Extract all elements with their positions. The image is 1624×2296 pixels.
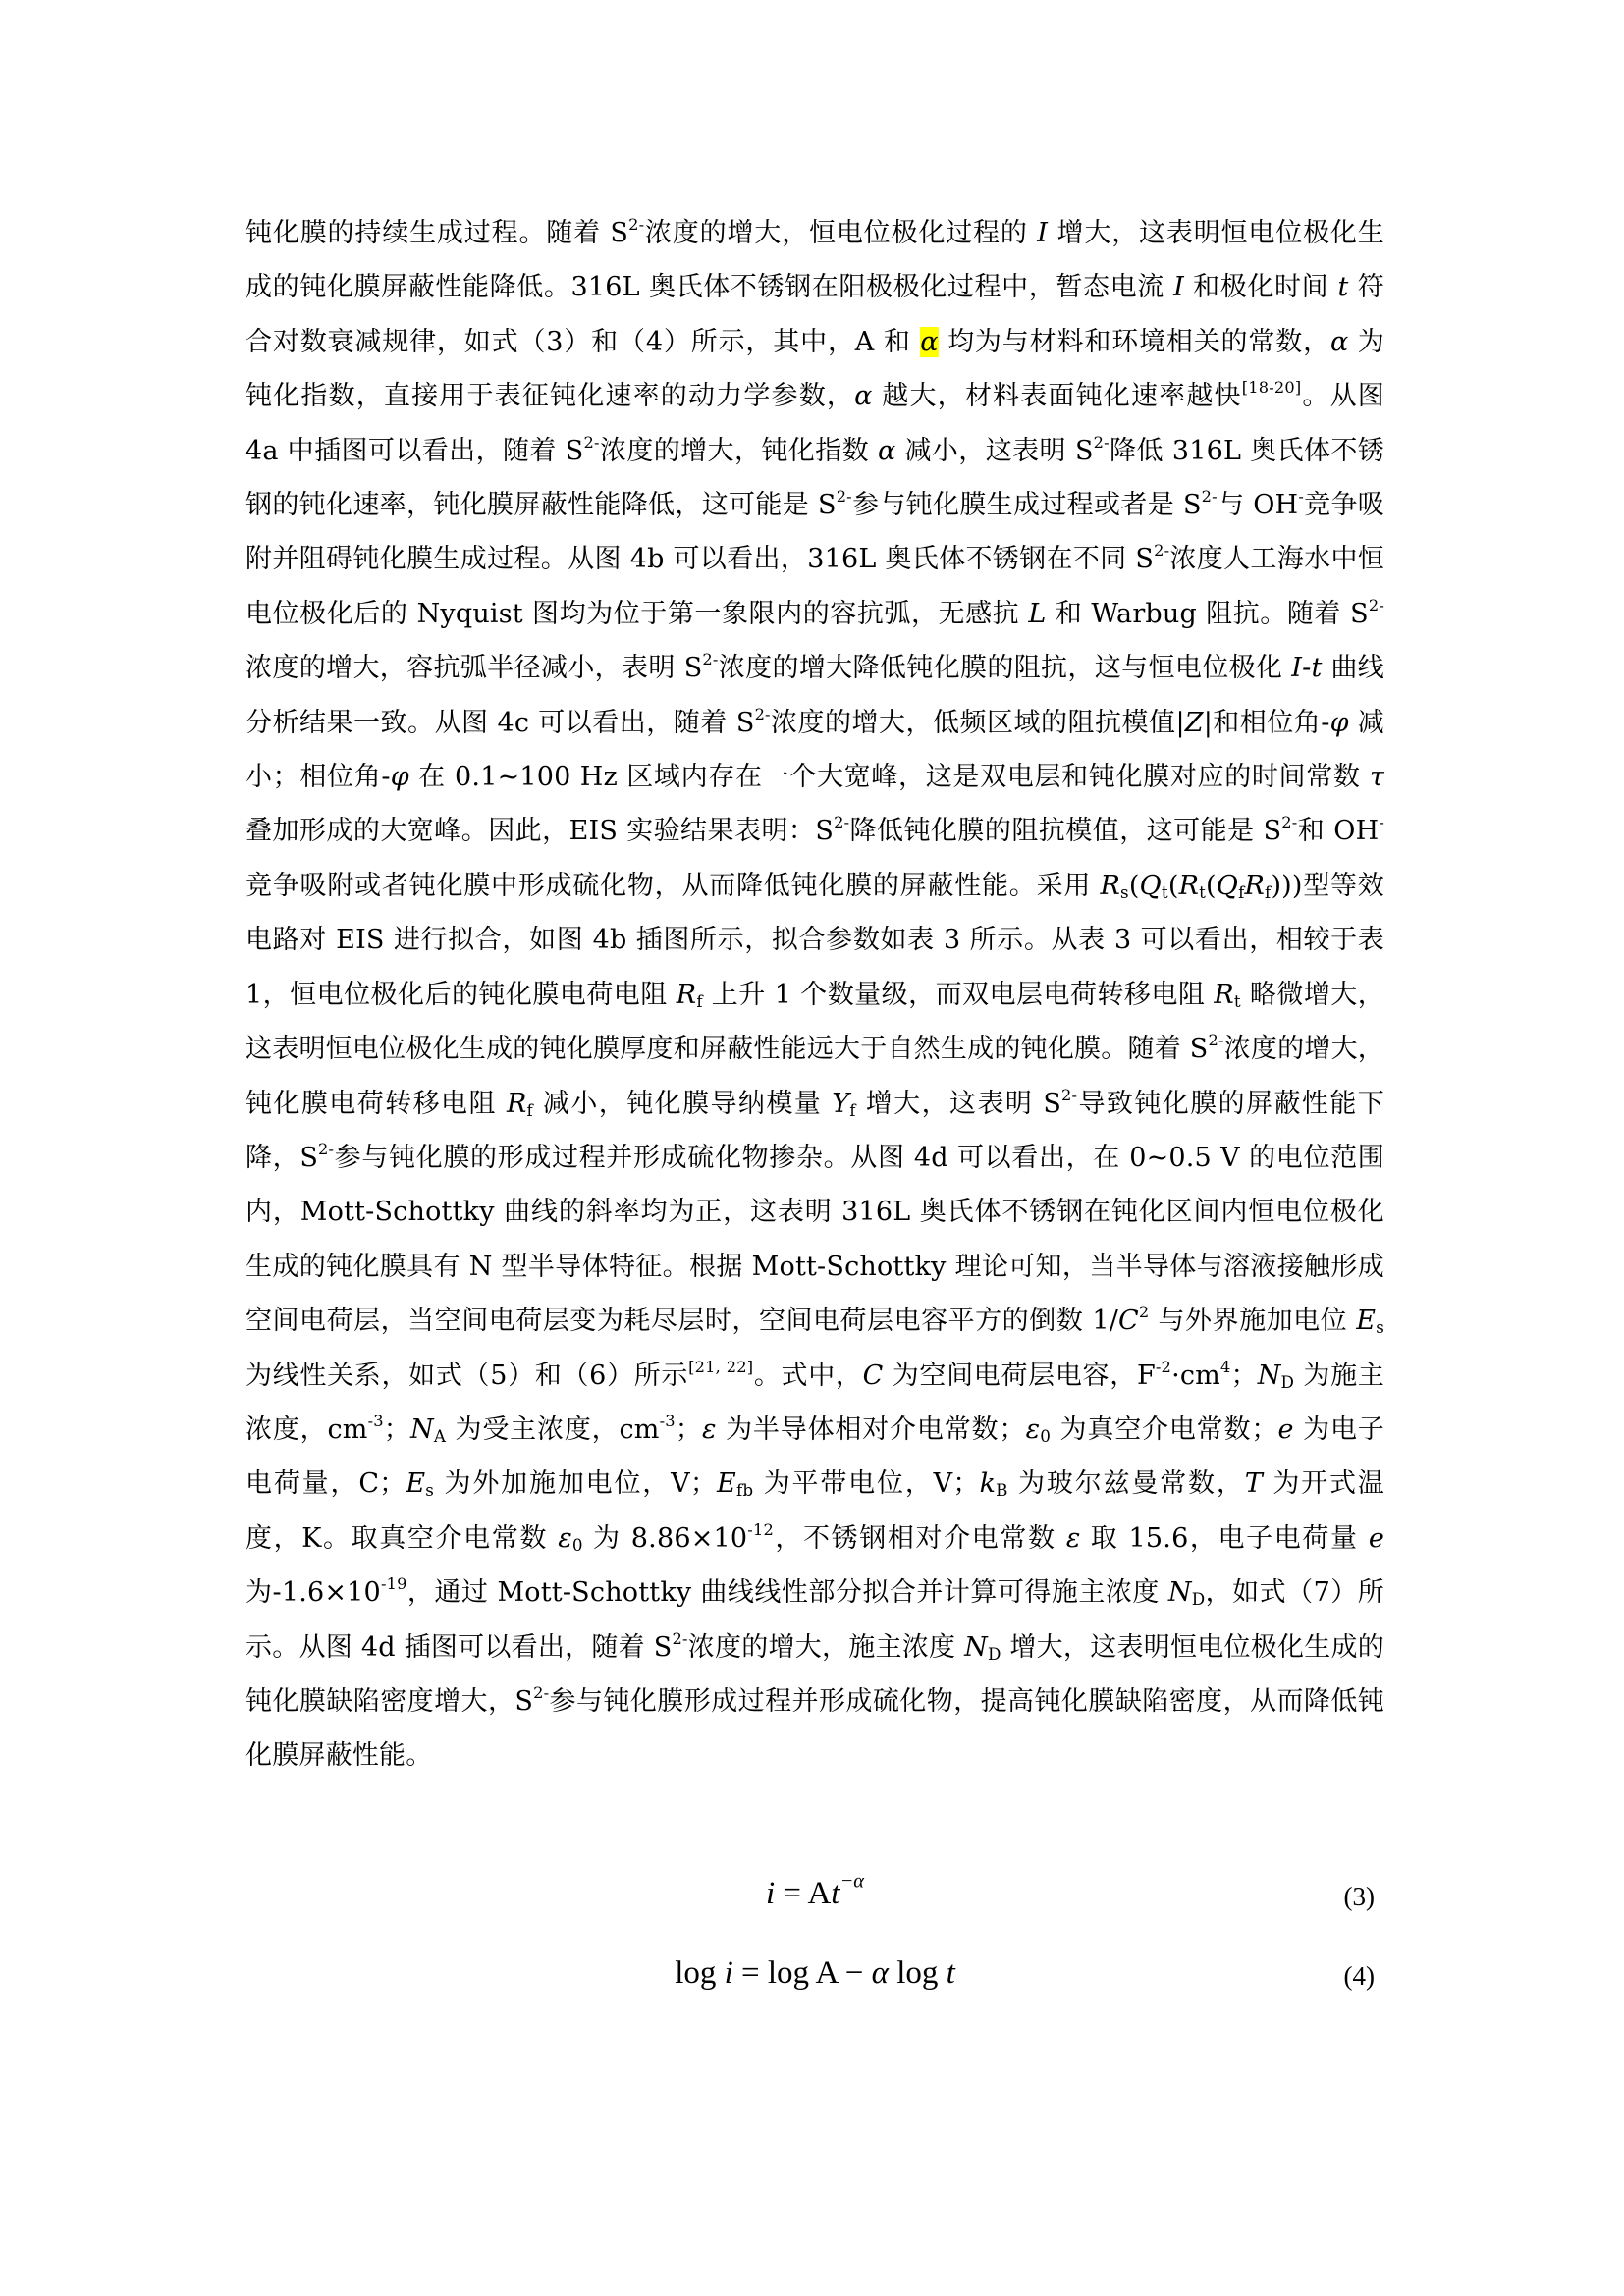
paragraph-text: 钝化膜的持续生成过程。随着 $S^{2-}$浓度的增大，恒电位极化过程的 I 增大，这表明恒电位极化生成的钝化膜屏蔽性能降低。316L 奥氏体不锈钢在阳极极化过程中，暂态电流 I 和极化时间 t 符合对数衰减规律，如式（3）和（4）所示，其中，A 和 α 均为与材料和环境相关的常数，α 为钝化指数，直接用于表征钝化速率的动力学参数，α 越大，材料表面钝化速率越快[18-20]。从图 4a 中插图可以看出，随着 $S^{2-}$浓度的增大，钝化指数 α 减小，这表明 $S^{2-}$降低 316L 奥氏体不锈钢的钝化速率，钝化膜屏蔽性能降低，这可能是 $S^{2-}$参与钝化膜生成过程或者是 $S^{2-}$与 OH-竞争吸附并阻碍钝化膜生成过程。从图 4b 可以看出，316L 奥氏体不锈钢在不同 $S^{2-}$浓度人工海水中恒电位极化后的 Nyquist 图均为位于第一象限内的容抗弧，无感抗 L 和 Warbug 阻抗。随着 $S^{2-}$浓度的增大，容抗弧半径减小，表明 $S^{2-}$浓度的增大降低钝化膜的阻抗，这与恒电位极化 I-t 曲线分析结果一致。从图 4c 可以看出，随着 $S^{2-}$浓度的增大，低频区域的阻抗模值|Z|和相位角-φ 减小；相位角-φ 在 0.1~100 Hz 区域内存在一个大宽峰，这是双电层和钝化膜对应的时间常数 τ 叠加形成的大宽峰。因此，EIS 实验结果表明：$S^{2-}$降低钝化膜的阻抗模值，这可能是 $S^{2-}$和 OH-竞争吸附或者钝化膜中形成硫化物，从而降低钝化膜的屏蔽性能。采用 $R_s(Q_t(R_t(Q_fR_f)))$型等效电路对 EIS 进行拟合，如图 4b 插图所示，拟合参数如表 3 所示。从表 3 可以看出，相较于表 1，恒电位极化后的钝化膜电荷电阻 $R_f$ 上升 1 个数量级，而双电层电荷转移电阻 $R_t$ 略微增大，这表明恒电位极化生成的钝化膜厚度和屏蔽性能远大于自然生成的钝化膜。随着 $S^{2-}$浓度的增大，钝化膜电荷转移电阻 $R_f$ 减小，钝化膜导纳模量 $Y_f$ 增大，这表明 $S^{2-}$导致钝化膜的屏蔽性能下降，$S^{2-}$参与钝化膜的形成过程并形成硫化物掺杂。从图 4d 可以看出，在 0~0.5 V 的电位范围内，Mott-Schottky 曲线的斜率均为正，这表明 316L 奥氏体不锈钢在钝化区间内恒电位极化生成的钝化膜具有 N 型半导体特征。根据 Mott-Schottky 理论可知，当半导体与溶液接触形成空间电荷层，当空间电荷层变为耗尽层时，空间电荷层电容平方的倒数 $1/C^2$ 与外界施加电位 $E_s$ 为线性关系，如式（5）和（6）所示[21, 22]。式中，C 为空间电荷层电容，$F^{-2}\cdot cm^4$；$N_D$ 为施主浓度，$cm^{-3}$；$N_A$ 为受主浓度，$cm^{-3}$；ε 为半导体相对介电常数；$\varepsilon_0$ 为真空介电常数；e 为电子电荷量，C；$E_s$ 为外加施加电位，V；$E_{fb}$ 为平带电位，V；$k_B$ 为玻尔兹曼常数，T 为开式温度，K。取真空介电常数 $\varepsilon_0$ 为 $8.86\times 10^{-12}$，不锈钢相对介电常数 ε 取 15.6，电子电荷量 e 为$-1.6\times 10^{-19}$，通过 Mott-Schottky 曲线线性部分拟合并计算可得施主浓度 $N_D$，如式（7）所示。从图 4d 插图可以看出，随着 $S^{2-}$浓度的增大，施主浓度 $N_D$ 增大，这表明恒电位极化生成的钝化膜缺陷密度增大，$S^{2-}$参与钝化膜形成过程并形成硫化物，提高钝化膜缺陷密度，从而降低钝化膜屏蔽性能。 (245, 214, 1385, 1772)
equation-3-number: (3) (1343, 1882, 1375, 1911)
highlighted-alpha: α (920, 326, 939, 357)
equation-3 (245, 1868, 1384, 1927)
equation-4 (245, 1948, 1384, 2006)
equation-3-formula: $i = At^{-\alpha}$ (766, 1870, 864, 1911)
equation-4-formula: log i = log A − α log t (675, 1955, 955, 1991)
citation: [21, 22] (688, 1357, 754, 1376)
equation-4-number: (4) (1343, 1961, 1375, 1991)
citation: [18-20] (1241, 378, 1302, 398)
body-paragraph (245, 206, 1384, 1784)
